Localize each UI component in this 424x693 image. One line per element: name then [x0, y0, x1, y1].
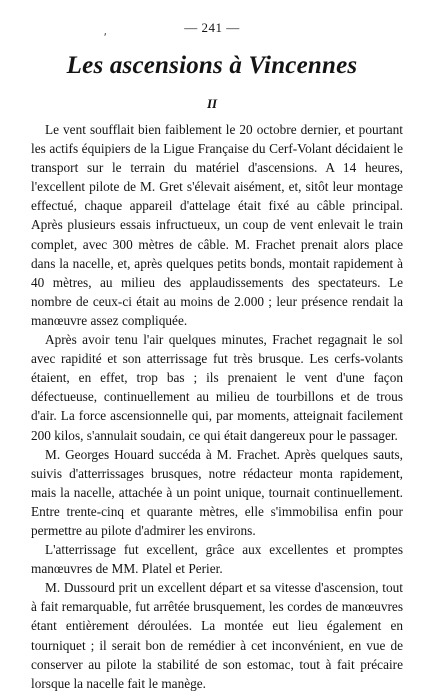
article-title: Les ascensions à Vincennes [66, 52, 358, 79]
paragraph: M. Georges Houard succéda à M. Frachet. Après quelques sauts, suivis d'atterrissages brusques, notre rédacteur monta rapidement, mais la nacelle, attachée à un point unique, tournait continuellement. Entre trente-cinq et quarante mètres, elle s'immobilisa enfin pour permettre au pilote d'admirer les environs. [31, 446, 403, 538]
paragraph: L'atterrissage fut excellent, grâce aux excellentes et promptes manœuvres de MM. Platel et Perier. [31, 542, 403, 577]
section-number: II [206, 96, 218, 111]
paragraph: M. Dussourd prit un excellent départ et sa vitesse d'ascension, tout à fait remarquable, fut arrêtée brusquement, les cordes de manœuvres étant entièrement déroulées. La montée eut lieu également en tourniquet ; il serait bon de remédier à cet inconvénient, en vue de conserver au pilote la stabilité de son estomac, tout à fait précaire lorsque la nacelle fait le manège. [31, 580, 403, 691]
article-body [31, 120, 403, 693]
paragraph: Après avoir tenu l'air quelques minutes, Frachet regagnait le sol avec rapidité et son atterrissage fut très brusque. Les cerfs-volants étaient, en effet, trop bas ; ils prenaient le vent d'une façon défectueuse, continuellement au milieu de tourbillons et de trous d'air. La force ascensionnelle qui, par moments, atteignait facilement 200 kilos, s'annulait soudain, ce qui était dangereux pour le passager. [31, 332, 403, 443]
page-number: — 241 — [184, 20, 240, 35]
stray-ink-mark: ʹ [104, 30, 107, 44]
paragraph: Le vent soufflait bien faiblement le 20 octobre dernier, et pourtant les actifs équipiers de la Ligue Française du Cerf-Volant décidaient le transport sur le terrain du matériel d'ascensions. A 14 heures, l'excellent pilote de M. Gret s'élevait aisément, et, sitôt leur montage effectué, chaque appareil d'attelage était fixé au câble principal. Après plusieurs essais infructueux, un coup de vent enlevait le train complet, avec 300 mètres de câble. M. Frachet prenait alors place dans la nacelle, et, après quelques petits bonds, montait rapidement à 40 mètres, au milieu des applaudissements des spectateurs. Le nombre de ceux-ci était au moins de 2.000 ; leur présence rendait la manœuvre assez compliquée. [31, 122, 403, 328]
